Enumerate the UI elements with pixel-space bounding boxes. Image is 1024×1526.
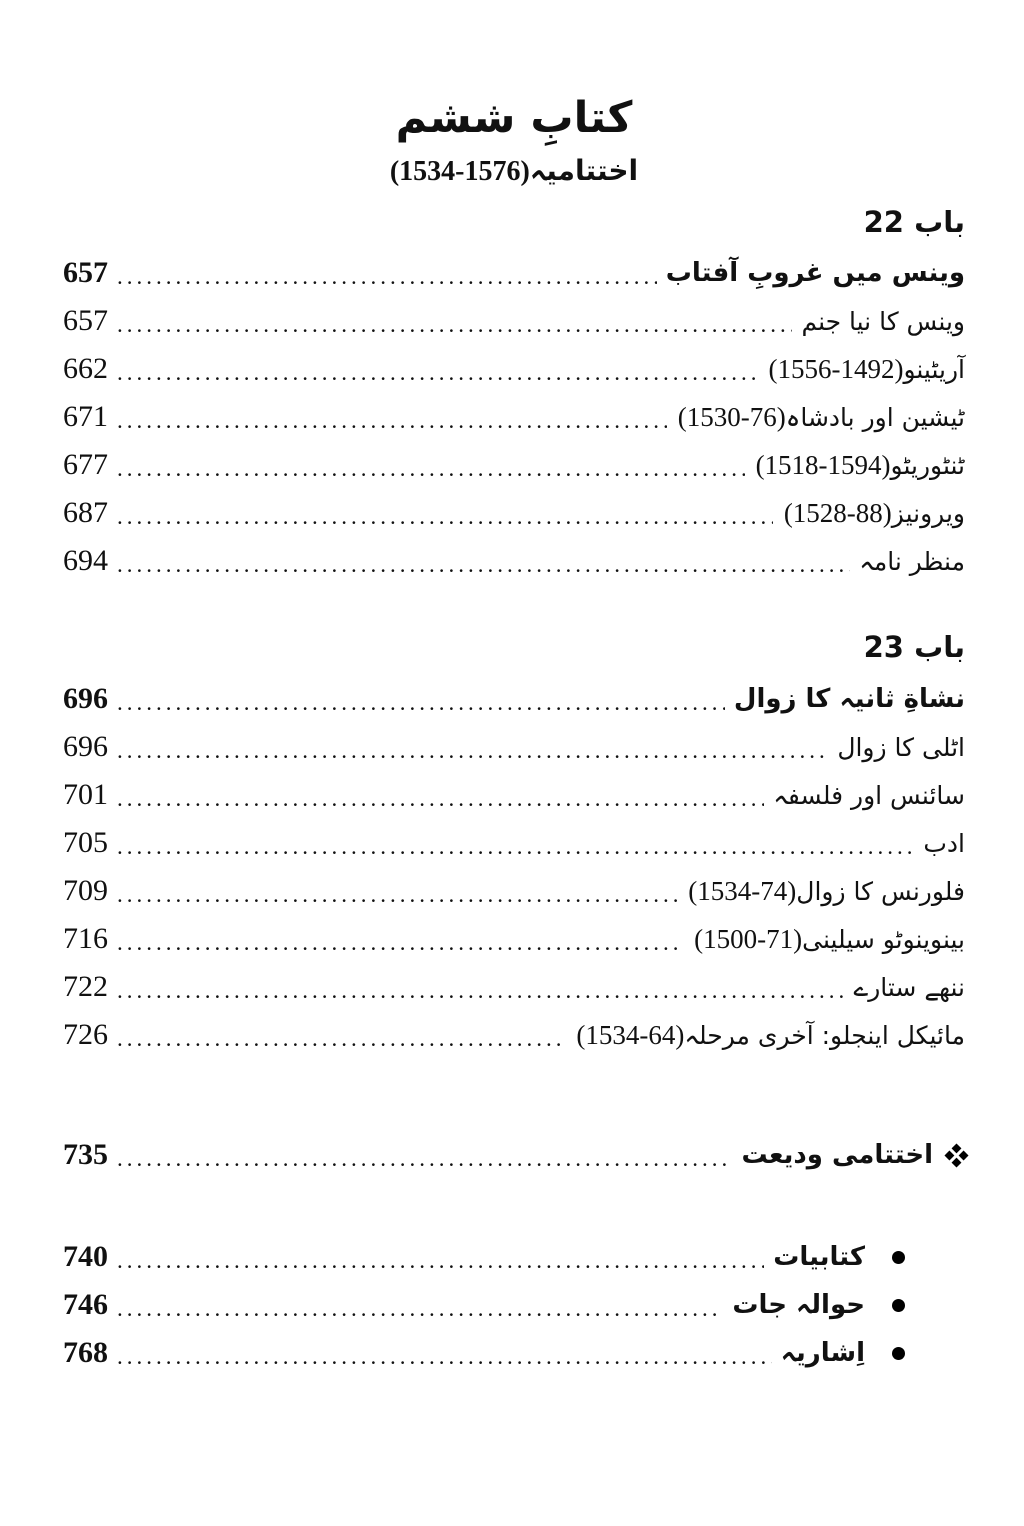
toc-entry-title: بینوینوٹو سیلینی: [802, 924, 965, 954]
dotted-leader: [117, 1249, 764, 1272]
toc-entry-page-number: 696: [63, 730, 108, 764]
toc-entry-title: مائیکل اینجلو: آخری مرحلہ: [684, 1020, 965, 1050]
diamond-cluster-icon: [944, 1143, 968, 1167]
toc-entry-years: (1518-1594): [755, 449, 891, 480]
toc-row: [63, 1281, 965, 1329]
toc-row: [63, 1011, 965, 1059]
dotted-leader: [117, 1147, 732, 1170]
dotted-leader: [117, 739, 828, 762]
toc-entry-page-number: 709: [63, 874, 108, 908]
toc-entry-title: آریٹینو: [903, 354, 965, 384]
dotted-leader: [117, 691, 725, 714]
toc-entry-title: نشاةِ ثانیہ کا زوال: [733, 684, 965, 715]
dotted-leader: [117, 361, 757, 384]
toc-entry-years: (1500-71): [694, 923, 803, 954]
dotted-leader: [117, 883, 677, 906]
toc-row: [63, 393, 965, 441]
toc-entry-page-number: 657: [63, 256, 108, 290]
chapter-heading: باب 22: [863, 204, 965, 239]
toc-entry-title: وینس میں غروبِ آفتاب: [665, 258, 965, 289]
dotted-leader: [117, 1297, 723, 1320]
dotted-leader: [117, 979, 845, 1002]
table-of-contents: [63, 204, 965, 1377]
dotted-leader: [117, 313, 792, 336]
toc-entry-title: فلورنس کا زوال: [796, 876, 965, 906]
book-subtitle-text: اختتامیہ: [529, 153, 639, 187]
toc-entry-page-number: 716: [63, 922, 108, 956]
toc-entry-page-number: 768: [63, 1336, 108, 1370]
toc-row: [63, 771, 965, 819]
toc-entry-title: ٹیشین اور بادشاہ: [785, 402, 965, 432]
toc-entry-years: (1534-74): [688, 875, 797, 906]
toc-entry-title: منظر نامہ: [859, 546, 965, 576]
dotted-leader: [117, 931, 683, 954]
toc-row: [63, 915, 965, 963]
toc-entry-years: (1556-1492): [768, 353, 904, 384]
toc-row: [63, 867, 965, 915]
dotted-leader: [117, 505, 773, 528]
toc-entry-title: وینس کا نیا جنم: [801, 306, 965, 336]
toc-row: [63, 537, 965, 585]
toc-entry-title: اٹلی کا زوال: [837, 732, 965, 762]
toc-entry-page-number: 687: [63, 496, 108, 530]
toc-row: [63, 723, 965, 771]
toc-entry-page-number: 657: [63, 304, 108, 338]
dotted-leader: [117, 1345, 772, 1368]
toc-entry-page-number: 662: [63, 352, 108, 386]
toc-entry-title: اختتامی ودیعت: [741, 1140, 933, 1171]
toc-row: [63, 249, 965, 297]
toc-entry-title: اِشاریہ: [780, 1338, 865, 1369]
toc-entry-years: (1530-76): [677, 401, 786, 432]
toc-entry-title: کتابیات: [773, 1242, 865, 1273]
dotted-leader: [117, 1027, 565, 1050]
toc-entry-page-number: 735: [63, 1138, 108, 1172]
toc-entry-title: حوالہ جات: [732, 1290, 865, 1321]
dotted-leader: [117, 787, 764, 810]
dotted-leader: [117, 457, 745, 480]
book-subtitle-years: (1534-1576): [389, 155, 530, 187]
toc-row: [63, 489, 965, 537]
bullet-icon: [892, 1251, 905, 1264]
dotted-leader: [117, 265, 657, 288]
toc-row: [63, 297, 965, 345]
toc-row: [63, 675, 965, 723]
bullet-icon: [892, 1299, 905, 1312]
toc-row: [63, 345, 965, 393]
toc-entry-page-number: 740: [63, 1240, 108, 1274]
toc-row: [63, 963, 965, 1011]
toc-row: [63, 1329, 965, 1377]
toc-row: [63, 441, 965, 489]
toc-row: [63, 1131, 965, 1179]
toc-entry-page-number: 722: [63, 970, 108, 1004]
bullet-icon: [892, 1347, 905, 1360]
toc-entry-title: سائنس اور فلسفہ: [773, 780, 965, 810]
page-header: [63, 92, 965, 188]
toc-entry-title: ویرونیز: [891, 498, 965, 528]
chapter-heading: باب 23: [863, 630, 965, 665]
toc-entry-title: ادب: [923, 828, 965, 858]
toc-entry-page-number: 746: [63, 1288, 108, 1322]
dotted-leader: [117, 409, 667, 432]
toc-entry-title: ننھے ستارے: [853, 972, 965, 1002]
toc-entry-years: (1528-88): [783, 497, 892, 528]
dotted-leader: [117, 553, 850, 576]
toc-entry-page-number: 677: [63, 448, 108, 482]
dotted-leader: [117, 835, 914, 858]
toc-entry-title: ٹنٹوریٹو: [890, 450, 965, 480]
toc-entry-page-number: 705: [63, 826, 108, 860]
toc-entry-page-number: 726: [63, 1018, 108, 1052]
toc-entry-page-number: 671: [63, 400, 108, 434]
book-subtitle: [63, 154, 965, 188]
toc-row: [63, 819, 965, 867]
toc-entry-years: (1534-64): [576, 1019, 685, 1050]
book-title: کتابِ ششم: [395, 93, 633, 143]
toc-entry-page-number: 701: [63, 778, 108, 812]
toc-entry-page-number: 696: [63, 682, 108, 716]
toc-row: [63, 1233, 965, 1281]
toc-entry-page-number: 694: [63, 544, 108, 578]
